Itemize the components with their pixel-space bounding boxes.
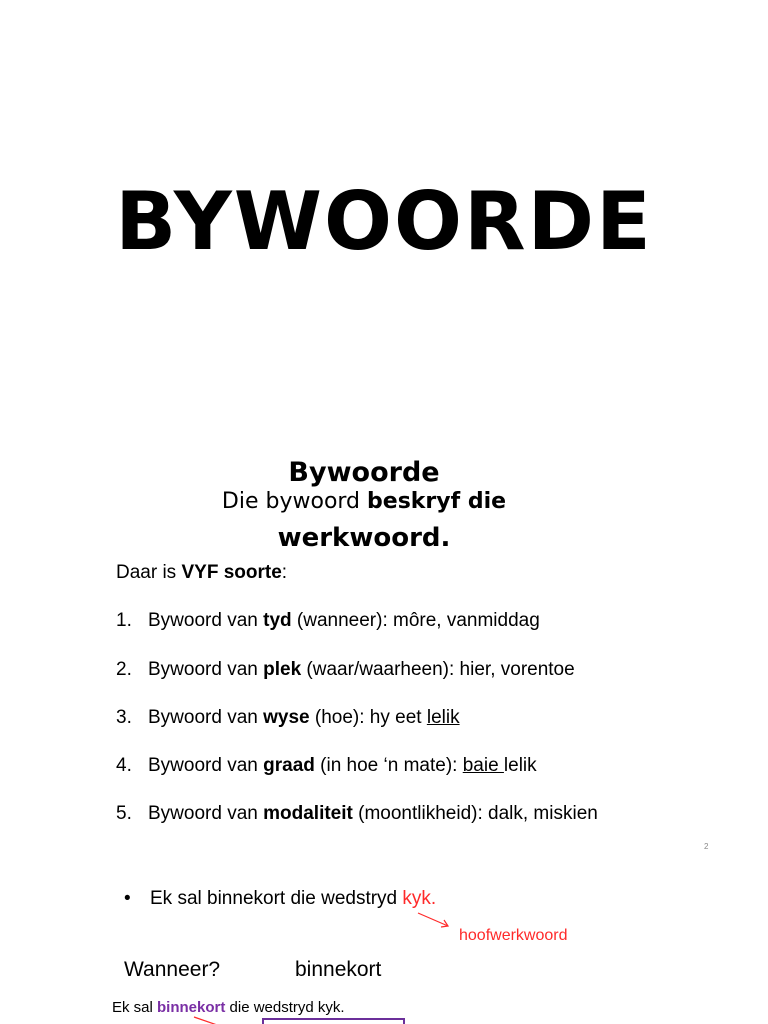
item-text: Bywoord van — [148, 803, 264, 824]
item-description: (wanneer): môre, vanmiddag — [291, 610, 540, 631]
list-number: 5. — [116, 803, 132, 824]
item-keyword: graad — [263, 755, 315, 776]
bullet-icon: • — [124, 888, 131, 909]
list-item — [116, 609, 540, 633]
example-sentence — [124, 887, 436, 911]
example-slide — [0, 860, 768, 1024]
intro-text — [116, 561, 287, 585]
underlined-example: lelik — [426, 707, 460, 728]
list-number: 4. — [116, 755, 132, 776]
item-keyword: modaliteit — [263, 803, 353, 824]
arrow-icon — [414, 910, 454, 932]
underlined-example: baie — [462, 755, 504, 776]
subtitle-bold-text: beskryf die — [367, 489, 507, 514]
item-description: (hoe): hy eet — [309, 707, 427, 728]
example-line — [112, 999, 345, 1017]
item-description: (waar/waarheen): hier, vorentoe — [301, 659, 575, 680]
slide-title: Bywoorde — [288, 457, 440, 488]
title-slide — [0, 0, 768, 420]
list-item — [116, 706, 460, 730]
list-item — [116, 802, 598, 826]
example-text: Ek sal — [112, 999, 158, 1016]
item-text: Bywoord van — [148, 610, 264, 631]
sentence-text: Ek sal binnekort die wedstryd — [150, 888, 403, 909]
adverb-highlight: binnekort — [157, 999, 226, 1016]
item-text: Bywoord van — [148, 659, 264, 680]
item-text: Bywoord van — [148, 755, 264, 776]
intro-bold: VYF soorte — [181, 562, 282, 583]
item-keyword: wyse — [263, 707, 310, 728]
slide-subtitle — [0, 488, 728, 516]
intro-suffix: : — [281, 562, 288, 583]
main-title: BYWOORDE — [115, 175, 653, 268]
item-text: Bywoord van — [148, 707, 264, 728]
list-number: 1. — [116, 610, 132, 631]
answer-label: binnekort — [295, 958, 382, 981]
list-number: 2. — [116, 659, 132, 680]
item-keyword: tyd — [263, 610, 292, 631]
page-number: 2 — [704, 842, 709, 851]
verb-highlight: kyk. — [402, 888, 437, 909]
example-text-end: die wedstryd kyk. — [225, 999, 345, 1016]
subtitle-text: Die bywoord — [221, 489, 368, 514]
intro-prefix: Daar is — [116, 562, 182, 583]
highlight-box — [262, 1018, 405, 1024]
question-label: Wanneer? — [124, 958, 221, 981]
arrow-icon — [190, 1014, 224, 1024]
subtitle-line-2: werkwoord. — [277, 523, 451, 553]
item-description: (in hoe ‘n mate): — [314, 755, 463, 776]
item-description: (moontlikheid): dalk, miskien — [352, 803, 598, 824]
annotation-label: hoofwerkwoord — [459, 927, 568, 944]
list-item — [116, 754, 537, 778]
content-slide — [0, 440, 768, 860]
item-keyword: plek — [263, 659, 302, 680]
list-item — [116, 658, 575, 682]
item-trailing-text: lelik — [503, 755, 537, 776]
list-number: 3. — [116, 707, 132, 728]
